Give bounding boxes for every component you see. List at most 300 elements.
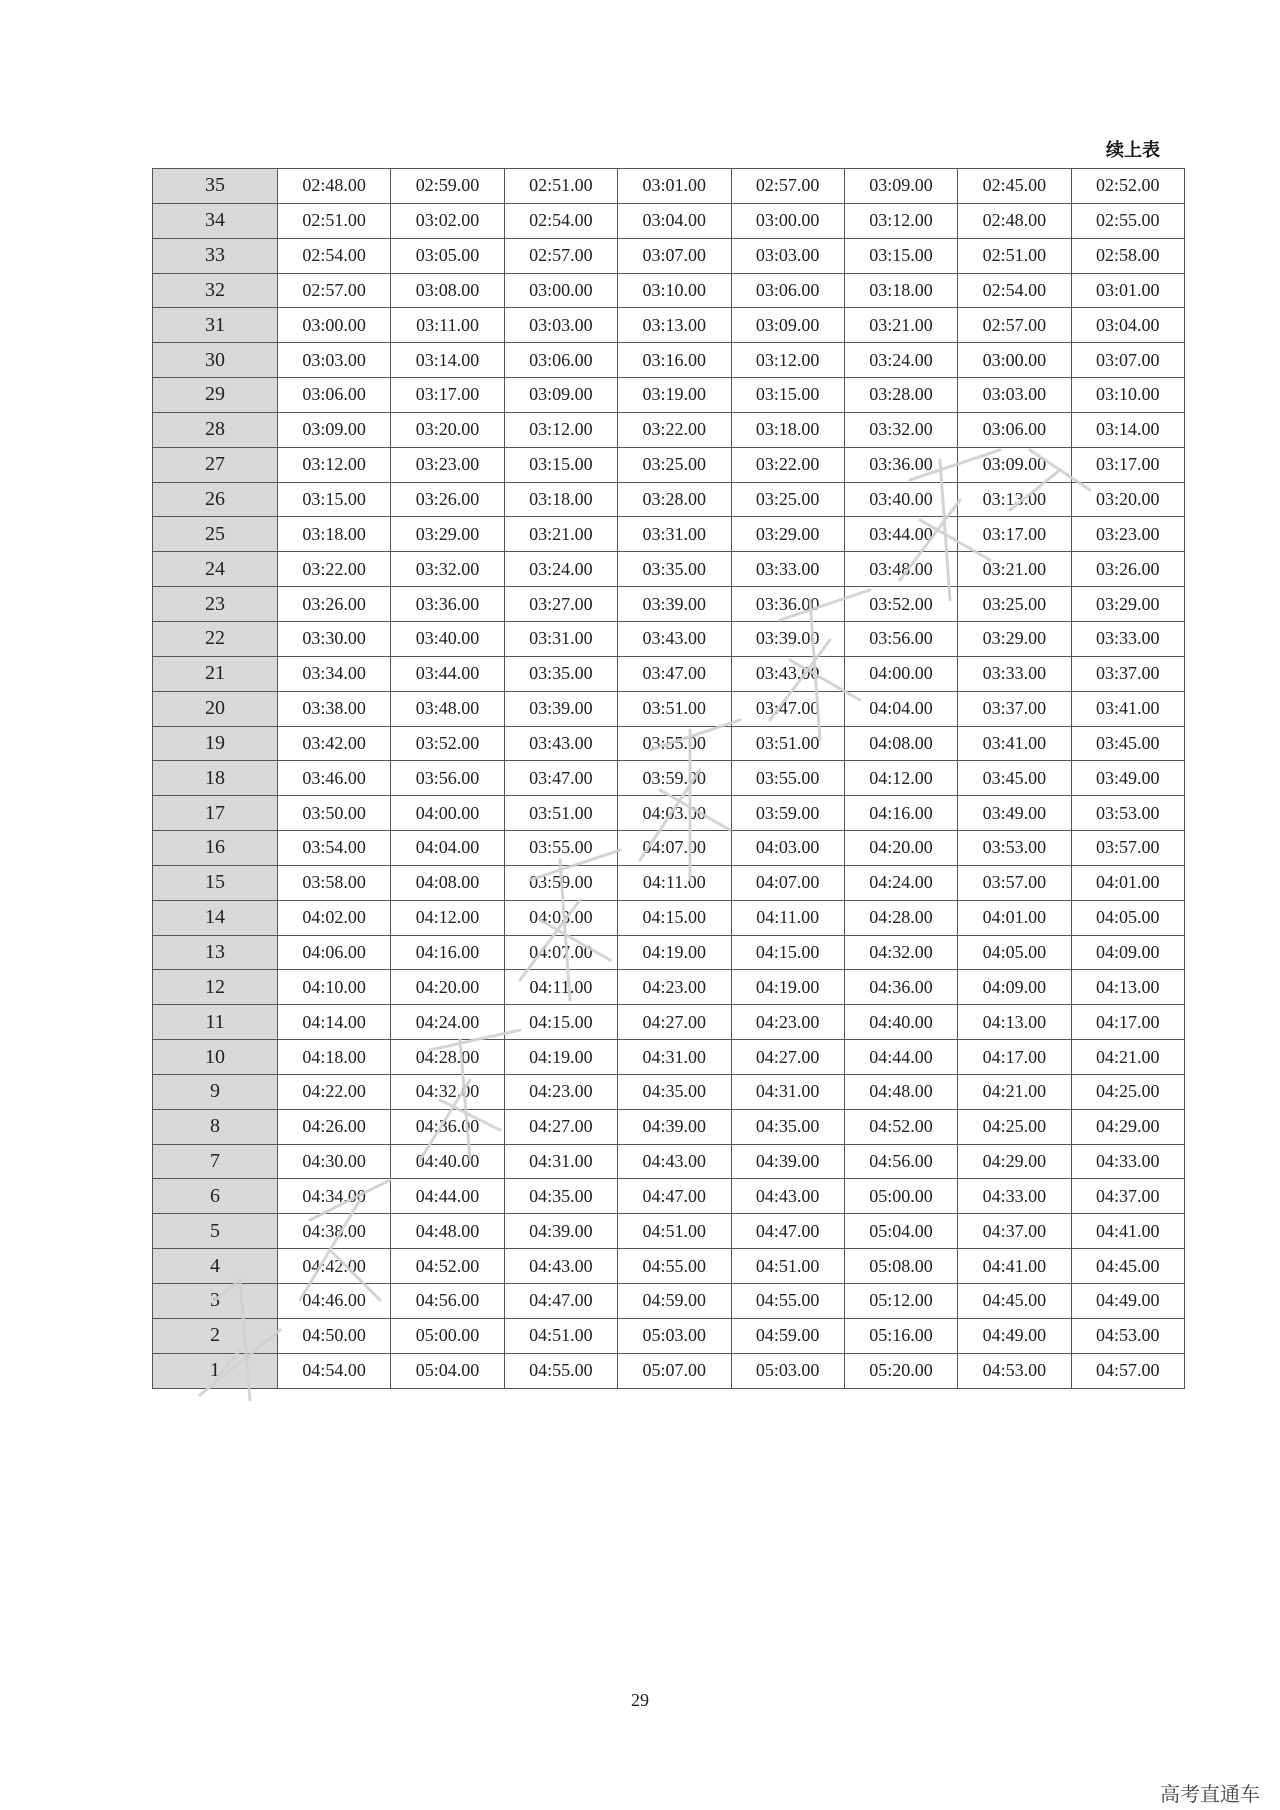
time-cell: 04:11.00 (731, 900, 844, 935)
table-row (153, 169, 1185, 204)
time-cell: 04:17.00 (958, 1040, 1071, 1075)
time-cell: 04:06.00 (278, 935, 391, 970)
table-row (153, 726, 1185, 761)
time-cell: 03:06.00 (731, 273, 844, 308)
time-cell: 04:01.00 (958, 900, 1071, 935)
time-cell: 03:03.00 (958, 378, 1071, 413)
time-cell: 03:06.00 (278, 378, 391, 413)
time-cell: 04:41.00 (1071, 1214, 1184, 1249)
time-cell: 05:12.00 (844, 1284, 957, 1319)
time-cell: 05:00.00 (391, 1318, 504, 1353)
time-cell: 04:28.00 (391, 1040, 504, 1075)
time-cell: 03:24.00 (844, 343, 957, 378)
table-row (153, 1005, 1185, 1040)
time-cell: 03:59.00 (618, 761, 731, 796)
time-cell: 04:08.00 (391, 865, 504, 900)
table-row (153, 587, 1185, 622)
time-cell: 03:22.00 (278, 552, 391, 587)
time-cell: 04:34.00 (278, 1179, 391, 1214)
time-cell: 04:27.00 (504, 1109, 617, 1144)
time-cell: 03:51.00 (504, 796, 617, 831)
time-cell: 03:24.00 (504, 552, 617, 587)
time-cell: 03:48.00 (391, 691, 504, 726)
rank-cell: 1 (153, 1353, 278, 1388)
time-cell: 04:29.00 (958, 1144, 1071, 1179)
table-row (153, 1144, 1185, 1179)
time-cell: 03:25.00 (618, 447, 731, 482)
time-cell: 04:32.00 (391, 1074, 504, 1109)
time-cell: 04:35.00 (504, 1179, 617, 1214)
table-row (153, 1214, 1185, 1249)
time-cell: 04:31.00 (504, 1144, 617, 1179)
time-cell: 03:12.00 (504, 412, 617, 447)
time-cell: 03:40.00 (844, 482, 957, 517)
time-cell: 02:54.00 (504, 203, 617, 238)
time-cell: 04:07.00 (731, 865, 844, 900)
time-cell: 04:03.00 (731, 831, 844, 866)
time-cell: 04:46.00 (278, 1284, 391, 1319)
time-cell: 02:48.00 (278, 169, 391, 204)
time-cell: 04:56.00 (391, 1284, 504, 1319)
time-cell: 03:19.00 (618, 378, 731, 413)
time-cell: 04:18.00 (278, 1040, 391, 1075)
time-cell: 03:13.00 (958, 482, 1071, 517)
time-cell: 03:23.00 (391, 447, 504, 482)
time-cell: 04:16.00 (844, 796, 957, 831)
rank-cell: 11 (153, 1005, 278, 1040)
time-cell: 04:49.00 (958, 1318, 1071, 1353)
rank-cell: 33 (153, 238, 278, 273)
time-cell: 03:30.00 (278, 621, 391, 656)
time-cell: 03:25.00 (958, 587, 1071, 622)
time-cell: 03:26.00 (278, 587, 391, 622)
table-row (153, 796, 1185, 831)
time-cell: 04:25.00 (958, 1109, 1071, 1144)
time-cell: 04:23.00 (504, 1074, 617, 1109)
time-cell: 04:40.00 (391, 1144, 504, 1179)
time-cell: 03:10.00 (1071, 378, 1184, 413)
time-cell: 04:13.00 (958, 1005, 1071, 1040)
time-cell: 03:13.00 (618, 308, 731, 343)
score-table (152, 168, 1185, 1389)
time-cell: 04:51.00 (731, 1249, 844, 1284)
time-cell: 04:52.00 (391, 1249, 504, 1284)
time-cell: 03:11.00 (391, 308, 504, 343)
time-cell: 03:15.00 (278, 482, 391, 517)
time-cell: 04:19.00 (504, 1040, 617, 1075)
rank-cell: 32 (153, 273, 278, 308)
time-cell: 02:51.00 (958, 238, 1071, 273)
time-cell: 03:49.00 (958, 796, 1071, 831)
time-cell: 04:21.00 (1071, 1040, 1184, 1075)
time-cell: 03:00.00 (731, 203, 844, 238)
time-cell: 04:04.00 (391, 831, 504, 866)
time-cell: 02:52.00 (1071, 169, 1184, 204)
time-cell: 03:02.00 (391, 203, 504, 238)
rank-cell: 17 (153, 796, 278, 831)
time-cell: 03:37.00 (958, 691, 1071, 726)
time-cell: 04:19.00 (731, 970, 844, 1005)
time-cell: 04:16.00 (391, 935, 504, 970)
time-cell: 03:54.00 (278, 831, 391, 866)
time-cell: 03:21.00 (958, 552, 1071, 587)
time-cell: 04:20.00 (844, 831, 957, 866)
time-cell: 03:01.00 (618, 169, 731, 204)
table-row (153, 517, 1185, 552)
time-cell: 03:53.00 (1071, 796, 1184, 831)
time-cell: 03:48.00 (844, 552, 957, 587)
time-cell: 03:20.00 (391, 412, 504, 447)
rank-cell: 30 (153, 343, 278, 378)
time-cell: 03:42.00 (278, 726, 391, 761)
time-cell: 03:39.00 (618, 587, 731, 622)
time-cell: 04:50.00 (278, 1318, 391, 1353)
time-cell: 03:18.00 (844, 273, 957, 308)
table-row (153, 1353, 1185, 1388)
time-cell: 04:17.00 (1071, 1005, 1184, 1040)
time-cell: 02:48.00 (958, 203, 1071, 238)
time-cell: 03:47.00 (618, 656, 731, 691)
time-cell: 04:59.00 (618, 1284, 731, 1319)
time-cell: 04:51.00 (618, 1214, 731, 1249)
time-cell: 04:22.00 (278, 1074, 391, 1109)
time-cell: 03:22.00 (731, 447, 844, 482)
time-cell: 04:57.00 (1071, 1353, 1184, 1388)
time-cell: 03:09.00 (504, 378, 617, 413)
time-cell: 04:01.00 (1071, 865, 1184, 900)
time-cell: 03:15.00 (504, 447, 617, 482)
table-row (153, 447, 1185, 482)
time-cell: 03:20.00 (1071, 482, 1184, 517)
rank-cell: 35 (153, 169, 278, 204)
time-cell: 04:24.00 (391, 1005, 504, 1040)
table-row (153, 308, 1185, 343)
rank-cell: 4 (153, 1249, 278, 1284)
time-cell: 03:15.00 (731, 378, 844, 413)
table-row (153, 1179, 1185, 1214)
time-cell: 03:51.00 (618, 691, 731, 726)
time-cell: 02:51.00 (278, 203, 391, 238)
table-row (153, 482, 1185, 517)
time-cell: 03:32.00 (844, 412, 957, 447)
table-row (153, 378, 1185, 413)
rank-cell: 31 (153, 308, 278, 343)
time-cell: 04:00.00 (391, 796, 504, 831)
rank-cell: 20 (153, 691, 278, 726)
time-cell: 04:39.00 (504, 1214, 617, 1249)
time-cell: 03:51.00 (731, 726, 844, 761)
time-cell: 02:58.00 (1071, 238, 1184, 273)
time-cell: 04:53.00 (1071, 1318, 1184, 1353)
rank-cell: 3 (153, 1284, 278, 1319)
time-cell: 04:15.00 (618, 900, 731, 935)
time-cell: 03:35.00 (618, 552, 731, 587)
time-cell: 04:43.00 (731, 1179, 844, 1214)
time-cell: 03:07.00 (1071, 343, 1184, 378)
time-cell: 03:28.00 (844, 378, 957, 413)
time-cell: 04:24.00 (844, 865, 957, 900)
time-cell: 03:32.00 (391, 552, 504, 587)
time-cell: 03:14.00 (391, 343, 504, 378)
time-cell: 04:05.00 (1071, 900, 1184, 935)
time-cell: 04:36.00 (391, 1109, 504, 1144)
time-cell: 03:47.00 (731, 691, 844, 726)
time-cell: 03:41.00 (958, 726, 1071, 761)
time-cell: 04:13.00 (1071, 970, 1184, 1005)
time-cell: 03:00.00 (278, 308, 391, 343)
time-cell: 03:18.00 (278, 517, 391, 552)
time-cell: 03:04.00 (1071, 308, 1184, 343)
time-cell: 04:19.00 (618, 935, 731, 970)
score-table-body (153, 169, 1185, 1389)
time-cell: 03:12.00 (731, 343, 844, 378)
time-cell: 03:33.00 (1071, 621, 1184, 656)
rank-cell: 14 (153, 900, 278, 935)
time-cell: 04:51.00 (504, 1318, 617, 1353)
time-cell: 02:59.00 (391, 169, 504, 204)
table-row (153, 900, 1185, 935)
rank-cell: 29 (153, 378, 278, 413)
time-cell: 04:07.00 (618, 831, 731, 866)
table-row (153, 412, 1185, 447)
time-cell: 03:52.00 (391, 726, 504, 761)
time-cell: 03:36.00 (844, 447, 957, 482)
time-cell: 04:14.00 (278, 1005, 391, 1040)
rank-cell: 5 (153, 1214, 278, 1249)
time-cell: 02:57.00 (958, 308, 1071, 343)
time-cell: 03:59.00 (504, 865, 617, 900)
time-cell: 03:36.00 (731, 587, 844, 622)
time-cell: 03:55.00 (731, 761, 844, 796)
time-cell: 02:54.00 (958, 273, 1071, 308)
time-cell: 03:31.00 (618, 517, 731, 552)
time-cell: 05:16.00 (844, 1318, 957, 1353)
time-cell: 04:48.00 (844, 1074, 957, 1109)
time-cell: 04:55.00 (504, 1353, 617, 1388)
time-cell: 03:57.00 (1071, 831, 1184, 866)
time-cell: 04:45.00 (958, 1284, 1071, 1319)
rank-cell: 22 (153, 621, 278, 656)
time-cell: 02:57.00 (504, 238, 617, 273)
time-cell: 03:33.00 (731, 552, 844, 587)
time-cell: 04:36.00 (844, 970, 957, 1005)
time-cell: 03:44.00 (844, 517, 957, 552)
time-cell: 04:20.00 (391, 970, 504, 1005)
time-cell: 04:12.00 (391, 900, 504, 935)
time-cell: 03:05.00 (391, 238, 504, 273)
time-cell: 02:55.00 (1071, 203, 1184, 238)
time-cell: 03:18.00 (504, 482, 617, 517)
time-cell: 03:07.00 (618, 238, 731, 273)
time-cell: 03:26.00 (1071, 552, 1184, 587)
time-cell: 03:21.00 (844, 308, 957, 343)
time-cell: 05:08.00 (844, 1249, 957, 1284)
table-row (153, 343, 1185, 378)
time-cell: 04:09.00 (1071, 935, 1184, 970)
time-cell: 04:45.00 (1071, 1249, 1184, 1284)
time-cell: 03:03.00 (731, 238, 844, 273)
time-cell: 04:43.00 (618, 1144, 731, 1179)
rank-cell: 34 (153, 203, 278, 238)
rank-cell: 24 (153, 552, 278, 587)
time-cell: 03:01.00 (1071, 273, 1184, 308)
table-row (153, 1249, 1185, 1284)
time-cell: 04:10.00 (278, 970, 391, 1005)
time-cell: 03:18.00 (731, 412, 844, 447)
table-row (153, 203, 1185, 238)
time-cell: 03:09.00 (958, 447, 1071, 482)
time-cell: 04:48.00 (391, 1214, 504, 1249)
rank-cell: 25 (153, 517, 278, 552)
time-cell: 03:15.00 (844, 238, 957, 273)
time-cell: 04:32.00 (844, 935, 957, 970)
rank-cell: 18 (153, 761, 278, 796)
rank-cell: 15 (153, 865, 278, 900)
time-cell: 03:16.00 (618, 343, 731, 378)
page-number: 29 (631, 1690, 649, 1710)
time-cell: 03:55.00 (504, 831, 617, 866)
time-cell: 05:07.00 (618, 1353, 731, 1388)
time-cell: 04:55.00 (731, 1284, 844, 1319)
time-cell: 04:27.00 (731, 1040, 844, 1075)
time-cell: 04:54.00 (278, 1353, 391, 1388)
time-cell: 03:53.00 (958, 831, 1071, 866)
time-cell: 04:41.00 (958, 1249, 1071, 1284)
time-cell: 03:29.00 (958, 621, 1071, 656)
time-cell: 03:37.00 (1071, 656, 1184, 691)
rank-cell: 26 (153, 482, 278, 517)
time-cell: 05:04.00 (391, 1353, 504, 1388)
time-cell: 04:21.00 (958, 1074, 1071, 1109)
time-cell: 04:47.00 (618, 1179, 731, 1214)
table-row (153, 761, 1185, 796)
time-cell: 04:39.00 (618, 1109, 731, 1144)
time-cell: 03:45.00 (958, 761, 1071, 796)
time-cell: 04:15.00 (731, 935, 844, 970)
time-cell: 03:43.00 (731, 656, 844, 691)
time-cell: 03:00.00 (504, 273, 617, 308)
time-cell: 04:28.00 (844, 900, 957, 935)
time-cell: 02:57.00 (731, 169, 844, 204)
time-cell: 04:31.00 (618, 1040, 731, 1075)
rank-cell: 10 (153, 1040, 278, 1075)
time-cell: 02:54.00 (278, 238, 391, 273)
time-cell: 04:47.00 (731, 1214, 844, 1249)
time-cell: 04:11.00 (504, 970, 617, 1005)
time-cell: 04:42.00 (278, 1249, 391, 1284)
table-row (153, 935, 1185, 970)
time-cell: 03:09.00 (731, 308, 844, 343)
time-cell: 03:55.00 (618, 726, 731, 761)
time-cell: 03:35.00 (504, 656, 617, 691)
time-cell: 04:53.00 (958, 1353, 1071, 1388)
time-cell: 04:29.00 (1071, 1109, 1184, 1144)
time-cell: 04:55.00 (618, 1249, 731, 1284)
time-cell: 03:06.00 (958, 412, 1071, 447)
time-cell: 04:02.00 (278, 900, 391, 935)
table-row (153, 238, 1185, 273)
time-cell: 03:56.00 (844, 621, 957, 656)
time-cell: 03:58.00 (278, 865, 391, 900)
time-cell: 03:40.00 (391, 621, 504, 656)
footer-brand: 高考直通车 (1160, 1782, 1260, 1806)
time-cell: 04:39.00 (731, 1144, 844, 1179)
time-cell: 04:56.00 (844, 1144, 957, 1179)
time-cell: 04:26.00 (278, 1109, 391, 1144)
time-cell: 04:09.00 (958, 970, 1071, 1005)
time-cell: 03:49.00 (1071, 761, 1184, 796)
time-cell: 03:43.00 (504, 726, 617, 761)
rank-cell: 12 (153, 970, 278, 1005)
time-cell: 04:59.00 (731, 1318, 844, 1353)
time-cell: 03:17.00 (958, 517, 1071, 552)
table-row (153, 691, 1185, 726)
time-cell: 04:37.00 (958, 1214, 1071, 1249)
time-cell: 03:22.00 (618, 412, 731, 447)
time-cell: 03:47.00 (504, 761, 617, 796)
time-cell: 04:49.00 (1071, 1284, 1184, 1319)
time-cell: 04:25.00 (1071, 1074, 1184, 1109)
time-cell: 02:57.00 (278, 273, 391, 308)
time-cell: 03:03.00 (504, 308, 617, 343)
time-cell: 04:40.00 (844, 1005, 957, 1040)
time-cell: 04:23.00 (731, 1005, 844, 1040)
time-cell: 04:35.00 (731, 1109, 844, 1144)
time-cell: 03:04.00 (618, 203, 731, 238)
table-row (153, 1074, 1185, 1109)
time-cell: 04:44.00 (391, 1179, 504, 1214)
time-cell: 03:29.00 (391, 517, 504, 552)
table-row (153, 273, 1185, 308)
table-row (153, 970, 1185, 1005)
time-cell: 03:00.00 (958, 343, 1071, 378)
time-cell: 04:52.00 (844, 1109, 957, 1144)
time-cell: 03:45.00 (1071, 726, 1184, 761)
rank-cell: 2 (153, 1318, 278, 1353)
time-cell: 03:36.00 (391, 587, 504, 622)
time-cell: 04:35.00 (618, 1074, 731, 1109)
table-row (153, 831, 1185, 866)
time-cell: 03:43.00 (618, 621, 731, 656)
time-cell: 04:00.00 (844, 656, 957, 691)
time-cell: 03:50.00 (278, 796, 391, 831)
table-row (153, 865, 1185, 900)
time-cell: 03:12.00 (844, 203, 957, 238)
time-cell: 04:03.00 (618, 796, 731, 831)
time-cell: 03:27.00 (504, 587, 617, 622)
rank-cell: 27 (153, 447, 278, 482)
time-cell: 03:09.00 (278, 412, 391, 447)
time-cell: 03:03.00 (278, 343, 391, 378)
time-cell: 04:03.00 (504, 900, 617, 935)
time-cell: 04:27.00 (618, 1005, 731, 1040)
rank-cell: 21 (153, 656, 278, 691)
time-cell: 04:23.00 (618, 970, 731, 1005)
time-cell: 04:44.00 (844, 1040, 957, 1075)
time-cell: 03:26.00 (391, 482, 504, 517)
time-cell: 03:39.00 (504, 691, 617, 726)
time-cell: 03:29.00 (1071, 587, 1184, 622)
table-row (153, 656, 1185, 691)
rank-cell: 13 (153, 935, 278, 970)
rank-cell: 16 (153, 831, 278, 866)
time-cell: 03:17.00 (391, 378, 504, 413)
table-row (153, 1318, 1185, 1353)
time-cell: 04:04.00 (844, 691, 957, 726)
rank-cell: 19 (153, 726, 278, 761)
time-cell: 03:38.00 (278, 691, 391, 726)
time-cell: 02:45.00 (958, 169, 1071, 204)
